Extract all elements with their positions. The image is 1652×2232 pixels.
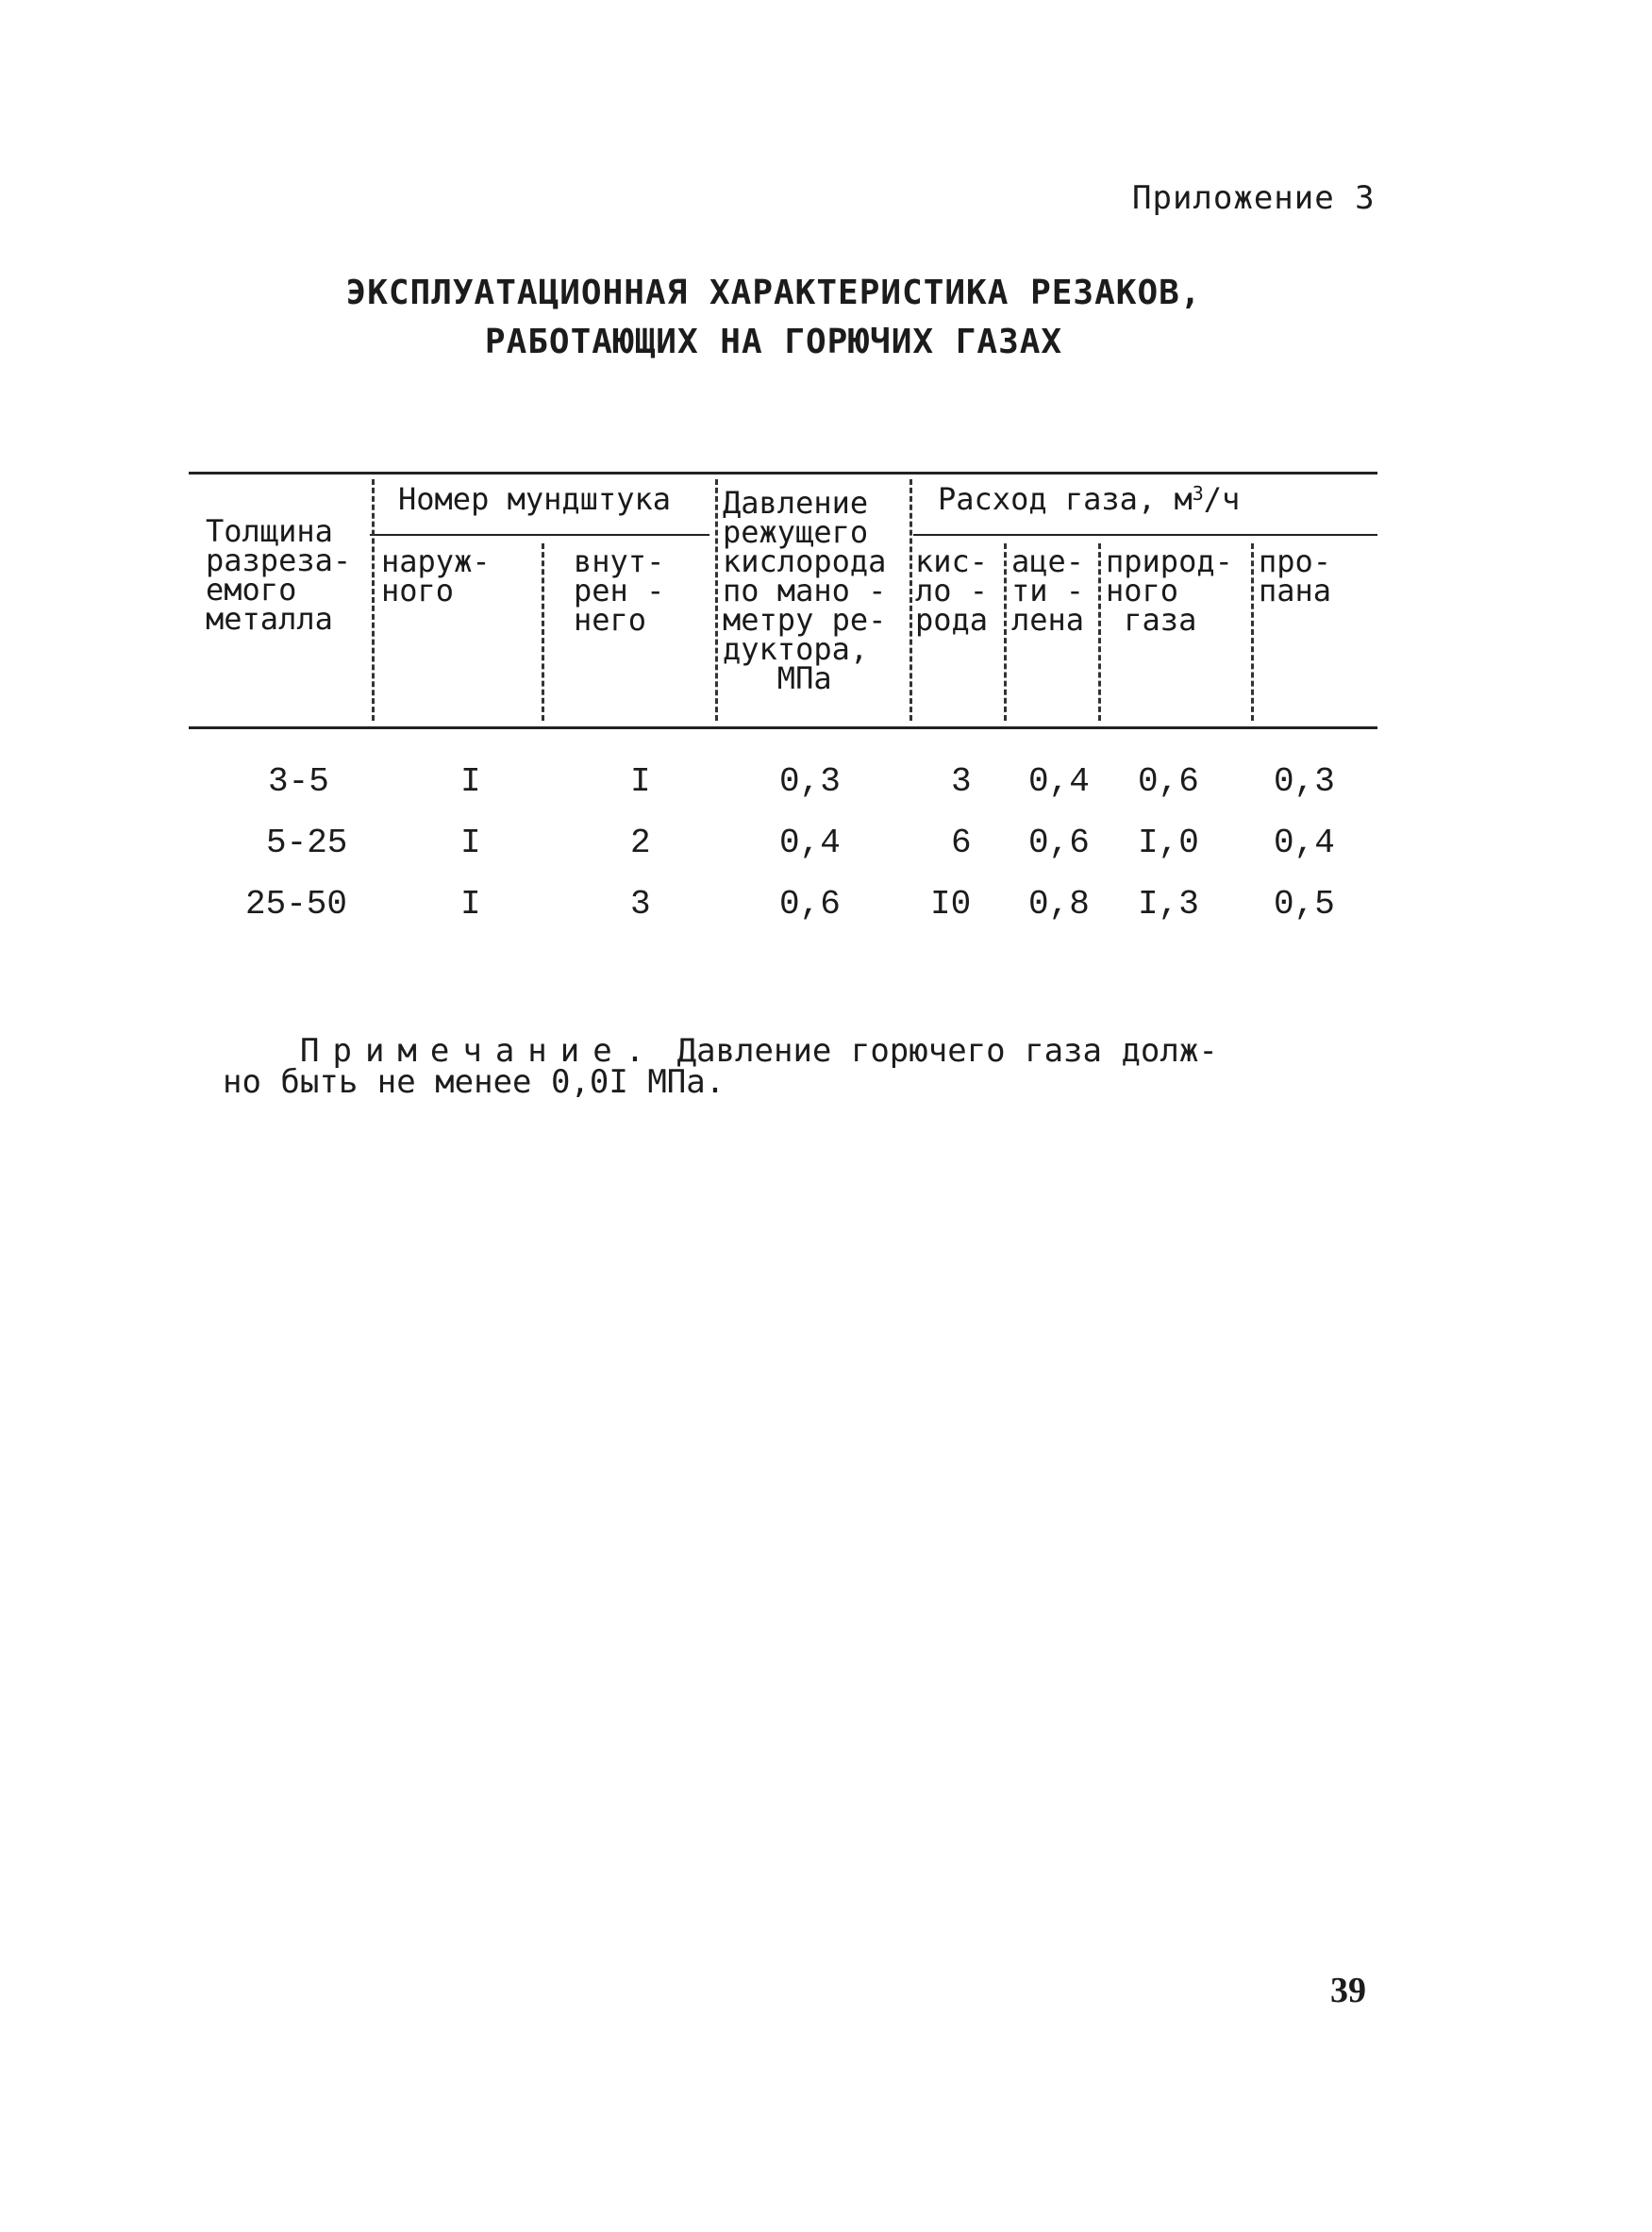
cell-thickness: 25-50 [245, 885, 348, 924]
header-thickness: Толщина разреза- емого металла [206, 513, 352, 637]
separator-natural-gas [1098, 543, 1101, 721]
title-line-1: ЭКСПЛУАТАЦИОННАЯ ХАРАКТЕРИСТИКА РЕЗАКОВ, [345, 274, 1202, 312]
header-nozzle-outer: наруж- ного [381, 543, 491, 608]
cell-oxygen: I0 [930, 885, 972, 924]
cell-acetylene: 0,4 [1028, 762, 1090, 801]
separator-nozzle-inner [542, 543, 544, 721]
cutter-characteristics-table [189, 472, 1377, 736]
gas-subheader-rule [913, 534, 1377, 536]
header-nozzle-group: Номер мундштука [398, 481, 671, 517]
cell-acetylene: 0,8 [1028, 885, 1090, 924]
cell-pressure: 0,4 [779, 824, 841, 862]
table-top-rule [189, 472, 1377, 475]
separator-propane [1251, 543, 1254, 721]
cell-oxygen: 6 [951, 824, 972, 862]
header-pressure: Давление режущего кислорода по мано - метру ре- дуктора, МПа [723, 485, 887, 696]
cell-nozzle-outer: I [460, 885, 481, 924]
cell-nozzle-inner: 3 [630, 885, 651, 924]
appendix-label: Приложение 3 [1132, 179, 1376, 217]
cell-thickness: 3-5 [268, 762, 329, 801]
header-propane: про- пана [1259, 543, 1332, 608]
header-natural-gas: природ- ного газа [1106, 543, 1233, 638]
header-bottom-rule [189, 726, 1377, 729]
separator-pressure [715, 479, 718, 721]
header-nozzle-inner: внут- рен - него [574, 543, 665, 638]
header-gas-group-text: Расход газа, м [938, 481, 1193, 517]
note-text-line-1: Давление горючего газа долж- [658, 1032, 1218, 1070]
cell-pressure: 0,6 [779, 885, 841, 924]
cell-propane: 0,4 [1274, 824, 1335, 862]
cell-oxygen: 3 [951, 762, 972, 801]
title-line-2: РАБОТАЮЩИХ НА ГОРЮЧИХ ГАЗАХ [484, 323, 1063, 361]
nozzle-subheader-rule [370, 534, 709, 536]
table-note [223, 1032, 1218, 1101]
cell-pressure: 0,3 [779, 762, 841, 801]
header-oxygen: кис- ло - рода [915, 543, 989, 638]
cell-nozzle-outer: I [460, 762, 481, 801]
cell-propane: 0,5 [1274, 885, 1335, 924]
cell-thickness: 5-25 [266, 824, 348, 862]
separator-thickness [372, 479, 375, 721]
cell-nozzle-inner: I [630, 762, 651, 801]
cell-propane: 0,3 [1274, 762, 1335, 801]
note-text-line-2: но быть не менее 0,0I МПа. [223, 1063, 726, 1101]
separator-acetylene [1004, 543, 1007, 721]
document-title [283, 269, 1264, 367]
note-label: Примечание. [300, 1032, 659, 1070]
page-number: 39 [1330, 1971, 1366, 2010]
separator-gas [909, 479, 912, 721]
header-acetylene: аце- ти - лена [1011, 543, 1085, 638]
cell-natural-gas: I,0 [1138, 824, 1199, 862]
header-gas-group [938, 481, 1241, 517]
cell-nozzle-inner: 2 [630, 824, 651, 862]
cell-natural-gas: 0,6 [1138, 762, 1199, 801]
header-gas-group-sup: 3 [1192, 482, 1204, 505]
cell-natural-gas: I,3 [1138, 885, 1199, 924]
cell-nozzle-outer: I [460, 824, 481, 862]
cell-acetylene: 0,6 [1028, 824, 1090, 862]
header-gas-group-tail: /ч [1203, 481, 1241, 517]
